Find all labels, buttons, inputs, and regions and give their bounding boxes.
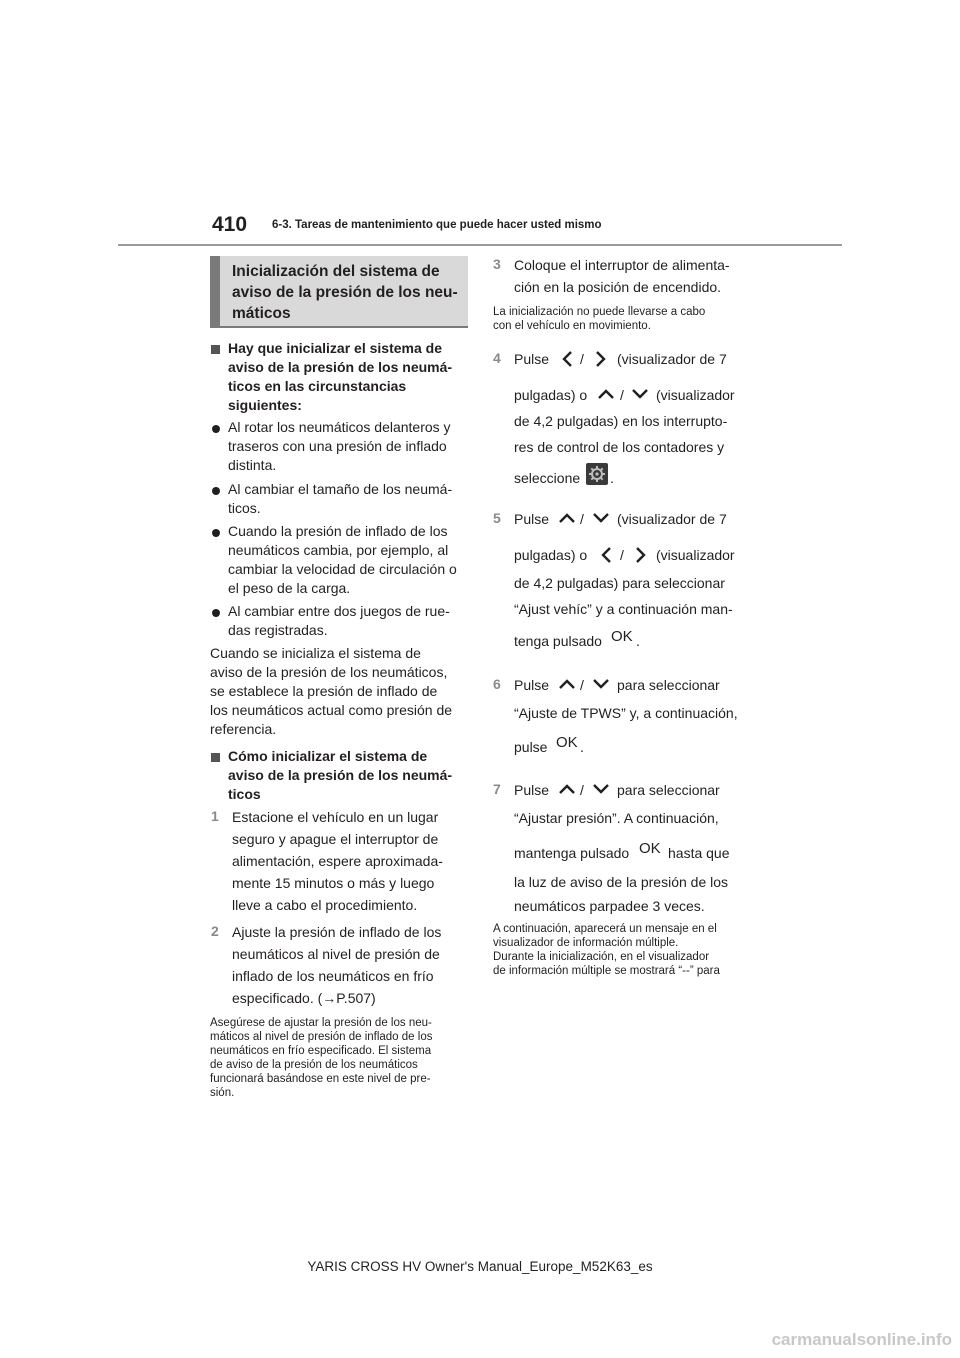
step-text: (visualizador de 7: [617, 351, 727, 367]
step-text: especificado. (→P.507): [232, 990, 376, 1006]
subheading-line: ticos en las circunstancias: [228, 378, 407, 394]
ok-button-icon: OK: [611, 628, 633, 645]
chevron-down-icon: [630, 384, 650, 404]
step-text: “Ajuste de TPWS” y, a continuación,: [514, 705, 738, 721]
slash-text: /: [580, 782, 584, 798]
paragraph-line: aviso de la presión de los neumáticos,: [210, 664, 448, 680]
step-text: tenga pulsado: [514, 633, 602, 649]
step-text: pulgadas) o: [514, 387, 588, 403]
note-line: máticos al nivel de presión de inflado de los: [210, 1031, 433, 1043]
section-title: 6-3. Tareas de mantenimiento que puede hacer usted mismo: [272, 219, 602, 231]
bullet-text: cambiar la velocidad de circulación o: [228, 561, 457, 577]
paragraph-line: referencia.: [210, 721, 277, 737]
step-text: “Ajust vehíc” y a continuación man-: [514, 601, 733, 617]
step-text: res de control de los contadores y: [514, 439, 725, 455]
step-text: seguro y apague el interruptor de: [232, 831, 439, 847]
chevron-down-icon: [591, 508, 611, 528]
subheading-line: Hay que inicializar el sistema de: [228, 340, 442, 356]
step-text: Pulse: [514, 351, 550, 367]
step-text: ción en la posición de encendido.: [514, 279, 722, 295]
step-text: neumáticos al nivel de presión de: [232, 946, 440, 962]
bullet-dot: [212, 425, 220, 433]
watermark: carmanualsonline.info: [771, 1330, 952, 1349]
chevron-left-icon: [597, 545, 617, 565]
step-text: la luz de aviso de la presión de los: [514, 874, 729, 890]
ok-button-icon: OK: [556, 734, 578, 751]
paragraph-line: los neumáticos actual como presión de: [210, 702, 453, 718]
subheading-line: siguientes:: [228, 397, 302, 413]
chevron-left-icon: [558, 349, 578, 369]
settings-gear-icon: [586, 463, 608, 485]
section-heading-box: [210, 256, 468, 328]
note-line: de información múltiple se mostrará “--” para: [493, 965, 720, 977]
note-line: Asegúrese de ajustar la presión de los neu-: [210, 1017, 432, 1029]
chevron-down-icon: [591, 779, 611, 799]
step-text: (visualizador: [656, 547, 735, 563]
bullet-dot: [212, 529, 220, 537]
note-line: A continuación, aparecerá un mensaje en el: [493, 923, 717, 935]
step-text: alimentación, espere aproximada-: [232, 853, 443, 869]
step-number: 4: [493, 350, 501, 366]
subheading-line: aviso de la presión de los neumá-: [228, 767, 453, 783]
subheading-line: aviso de la presión de los neumá-: [228, 359, 453, 375]
step-text: de 4,2 pulgadas) para seleccionar: [514, 575, 725, 591]
period-text: .: [610, 470, 614, 486]
bullet-text: traseros con una presión de inflado: [228, 438, 447, 454]
bullet-dot: [212, 609, 220, 617]
slash-text: /: [580, 511, 584, 527]
step-text: Pulse: [514, 782, 550, 798]
slash-text: /: [580, 677, 584, 693]
step-text: pulgadas) o: [514, 547, 588, 563]
paragraph-line: se establece la presión de inflado de: [210, 683, 438, 699]
chevron-right-icon: [630, 545, 650, 565]
footer-manual-id: YARIS CROSS HV Owner's Manual_Europe_M52K63_es: [307, 1259, 653, 1274]
bullet-text: Al cambiar el tamaño de los neumá-: [228, 481, 453, 497]
step-text: mente 15 minutos o más y luego: [232, 875, 435, 891]
step-text: para seleccionar: [617, 677, 720, 693]
paragraph-line: Cuando se inicializa el sistema de: [210, 645, 421, 661]
step-number: 2: [211, 923, 219, 939]
step-text: Pulse: [514, 511, 550, 527]
subheading-marker: [211, 345, 220, 354]
bullet-text: ticos.: [228, 500, 261, 516]
step-text: seleccione: [514, 470, 581, 486]
chevron-up-icon: [557, 674, 577, 694]
subheading-line: Cómo inicializar el sistema de: [228, 748, 428, 764]
note-line: de aviso de la presión de los neumáticos: [210, 1059, 418, 1071]
step-text: Coloque el interruptor de alimenta-: [514, 257, 730, 273]
period-text: .: [580, 739, 584, 755]
step-text: (visualizador de 7: [617, 511, 727, 527]
bullet-text: distinta.: [228, 457, 277, 473]
step-text: Estacione el vehículo en un lugar: [232, 809, 439, 825]
note-line: sión.: [210, 1087, 235, 1099]
step-text: “Ajustar presión”. A continuación,: [514, 810, 719, 826]
subheading-line: ticos: [228, 786, 261, 802]
note-line: funcionará basándose en este nivel de pre-: [210, 1073, 431, 1085]
step-number: 3: [493, 256, 501, 272]
bullet-text: Cuando la presión de inflado de los: [228, 523, 448, 539]
step-text: de 4,2 pulgadas) en los interrupto-: [514, 413, 728, 429]
slash-text: /: [580, 351, 584, 367]
period-text: .: [636, 633, 640, 649]
note-line: con el vehículo en movimiento.: [493, 320, 651, 332]
note-line: Durante la inicialización, en el visualizador: [493, 951, 710, 963]
step-text: para seleccionar: [617, 782, 720, 798]
note-line: La inicialización no puede llevarse a cabo: [493, 306, 706, 318]
step-text: Ajuste la presión de inflado de los: [232, 924, 442, 940]
step-text: hasta que: [668, 845, 730, 861]
bullet-text: Al rotar los neumáticos delanteros y: [228, 419, 451, 435]
step-text: Pulse: [514, 677, 550, 693]
page-number: 410: [212, 213, 248, 236]
slash-text: /: [620, 547, 624, 563]
step-text: lleve a cabo el procedimiento.: [232, 897, 418, 913]
subheading-marker: [211, 753, 220, 762]
chevron-up-icon: [596, 384, 616, 404]
bullet-dot: [212, 487, 220, 495]
bullet-text: neumáticos cambia, por ejemplo, al: [228, 542, 449, 558]
chevron-right-icon: [590, 349, 610, 369]
bullet-text: Al cambiar entre dos juegos de rue-: [228, 603, 450, 619]
bullet-text: el peso de la carga.: [228, 580, 351, 596]
step-number: 7: [493, 781, 501, 797]
step-text: pulse: [514, 739, 548, 755]
header-divider: [118, 244, 842, 246]
section-heading: Inicialización del sistema de aviso de la presión de los neu-máticos: [232, 263, 458, 322]
step-number: 6: [493, 676, 501, 692]
bullet-text: das registradas.: [228, 622, 328, 638]
step-text: inflado de los neumáticos en frío: [232, 968, 434, 984]
note-line: visualizador de información múltiple.: [493, 937, 679, 949]
step-number: 5: [493, 510, 501, 526]
chevron-down-icon: [591, 674, 611, 694]
step-text: mantenga pulsado: [514, 845, 630, 861]
chevron-up-icon: [557, 779, 577, 799]
step-text: (visualizador: [656, 387, 735, 403]
ok-button-icon: OK: [639, 840, 661, 857]
step-number: 1: [211, 808, 219, 824]
chevron-up-icon: [557, 508, 577, 528]
slash-text: /: [620, 387, 624, 403]
step-text: neumáticos parpadee 3 veces.: [514, 898, 705, 914]
note-line: neumáticos en frío especificado. El sistema: [210, 1045, 432, 1057]
